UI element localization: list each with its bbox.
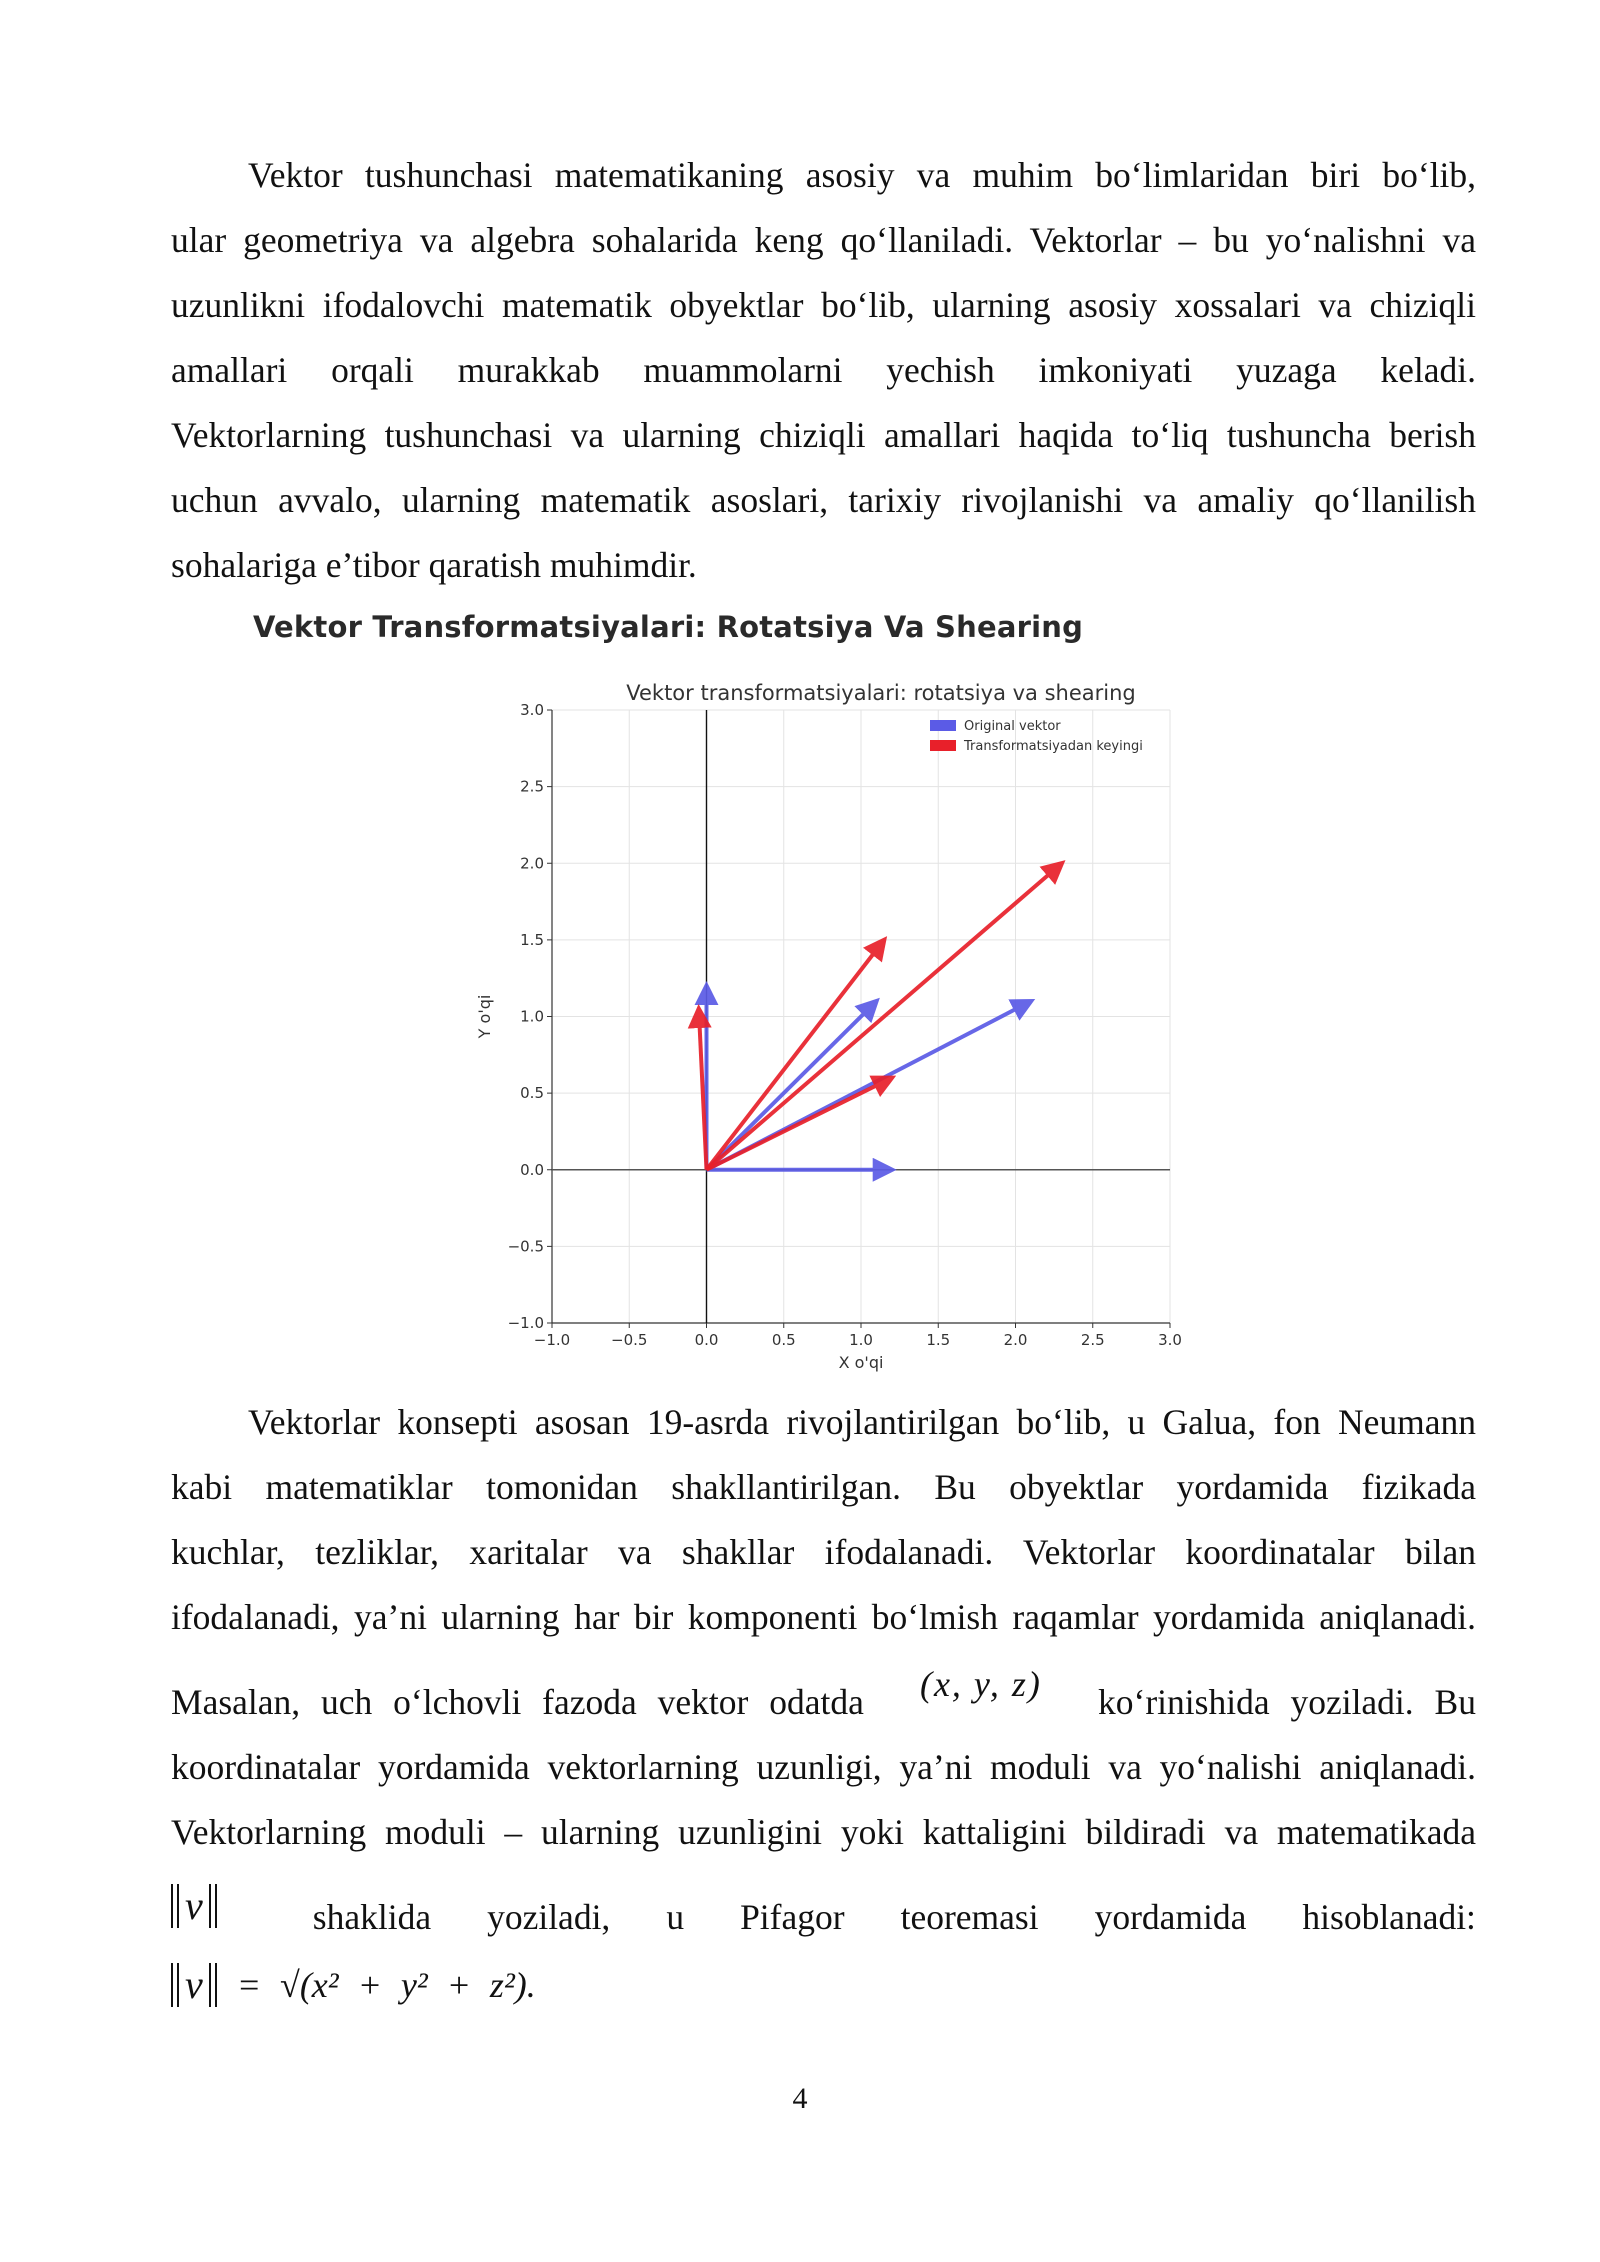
- word: yoziladi,: [487, 1897, 611, 1937]
- x-tick-label: 1.0: [849, 1331, 873, 1349]
- original-vector-arrow: [707, 1001, 877, 1170]
- x-tick-label: 2.5: [1080, 1331, 1105, 1349]
- x-tick-label: −0.5: [611, 1331, 648, 1349]
- text-line: ular geometriya va algebra sohalarida keng qo‘llaniladi. Vektorlar – bu yo‘nalishni va: [171, 220, 1476, 260]
- x-tick-label: −1.0: [533, 1331, 571, 1349]
- y-tick-label: 0.5: [520, 1084, 544, 1103]
- y-tick-label: 2.0: [520, 854, 544, 873]
- x-tick-label: 3.0: [1158, 1331, 1182, 1349]
- modulus-formula: = √(x² + y² + z²).: [236, 1964, 536, 2005]
- x-tick-label: 2.0: [1003, 1331, 1028, 1349]
- text-line: Vektor tushunchasi matematikaning asosiy va muhim bo‘limlaridan biri bo‘lib,: [248, 155, 1476, 195]
- word: Pifagor: [740, 1897, 845, 1937]
- figure-heading: Vektor Transformatsiyalari: Rotatsiya Va Shearing: [253, 610, 1084, 644]
- x-tick-label: 1.5: [926, 1331, 951, 1349]
- paragraph-history: [171, 1390, 1476, 2020]
- vector-chart: [470, 675, 1210, 1385]
- text-line: uchun avvalo, ularning matematik asoslari, tarixiy rivojlanishi va amaliy qo‘llanilish: [171, 480, 1476, 520]
- legend-swatch: [930, 720, 956, 731]
- text-line: uzunlikni ifodalovchi matematik obyektlar bo‘lib, ularning asosiy xossalari va chiziqli: [171, 285, 1476, 325]
- x-tick-label: 0.0: [694, 1331, 719, 1349]
- x-axis-label: X o'qi: [838, 1353, 884, 1372]
- formula-line: [171, 1950, 1476, 2020]
- paragraph-intro: [171, 143, 1476, 598]
- y-tick-label: 1.5: [520, 930, 544, 949]
- text-line: ifodalanadi, ya’ni ularning har bir komponenti bo‘lmish raqamlar yordamida aniqlanadi.: [171, 1597, 1476, 1637]
- word: shaklida: [312, 1897, 432, 1937]
- text-line: [171, 1650, 1476, 1735]
- text-line: sohalariga e’tibor qaratish muhimdir.: [171, 545, 697, 585]
- text-line: [171, 1865, 1476, 1950]
- y-tick-label: −0.5: [507, 1237, 544, 1256]
- transformed-vector-arrow: [707, 940, 885, 1170]
- text-line: Vektorlar konsepti asosan 19-asrda rivojlantirilgan bo‘lib, u Galua, fon Neumann: [248, 1402, 1476, 1442]
- legend-label: Transformatsiyadan keyingi: [964, 739, 1143, 754]
- y-tick-label: 3.0: [520, 701, 544, 719]
- text-line: koordinatalar yordamida vektorlarning uzunligi, ya’ni moduli va yo‘nalishi aniqlanadi.: [171, 1747, 1476, 1787]
- y-tick-label: 0.0: [520, 1160, 544, 1179]
- x-tick-label: 0.5: [771, 1331, 796, 1349]
- y-tick-label: −1.0: [507, 1314, 544, 1332]
- coordinate-tuple: (x, y, z): [919, 1664, 1042, 1704]
- word: yordamida: [1094, 1897, 1247, 1937]
- norm-symbol: v: [171, 1963, 217, 2007]
- text-segment: ko‘rinishida yoziladi. Bu: [1098, 1682, 1476, 1722]
- legend-swatch: [930, 740, 956, 751]
- text-segment: Masalan, uch o‘lchovli fazoda vektor odatda: [171, 1682, 864, 1722]
- text-line: kabi matematiklar tomonidan shakllantirilgan. Bu obyektlar yordamida fizikada: [171, 1467, 1476, 1507]
- text-line: amallari orqali murakkab muammolarni yechish imkoniyati yuzaga keladi.: [171, 350, 1476, 390]
- text-line: kuchlar, tezliklar, xaritalar va shakllar ifodalanadi. Vektorlar koordinatalar bilan: [171, 1532, 1476, 1572]
- y-tick-label: 1.0: [520, 1007, 544, 1026]
- text-line: Vektorlarning moduli – ularning uzunligini yoki kattaligini bildiradi va matematikada: [171, 1812, 1476, 1852]
- norm-symbol: v: [171, 1884, 217, 1928]
- word: u: [666, 1897, 685, 1937]
- text-line: Vektorlarning tushunchasi va ularning chiziqli amallari haqida to‘liq tushuncha berish: [171, 415, 1476, 455]
- word: hisoblanadi:: [1302, 1897, 1476, 1937]
- word: teoremasi: [900, 1897, 1039, 1937]
- page-number: 4: [792, 2082, 808, 2115]
- y-tick-label: 2.5: [520, 777, 544, 796]
- legend-label: Original vektor: [964, 719, 1061, 734]
- y-axis-label: Y o'qi: [475, 994, 494, 1039]
- chart-title: Vektor transformatsiyalari: rotatsiya va shearing: [626, 681, 1136, 705]
